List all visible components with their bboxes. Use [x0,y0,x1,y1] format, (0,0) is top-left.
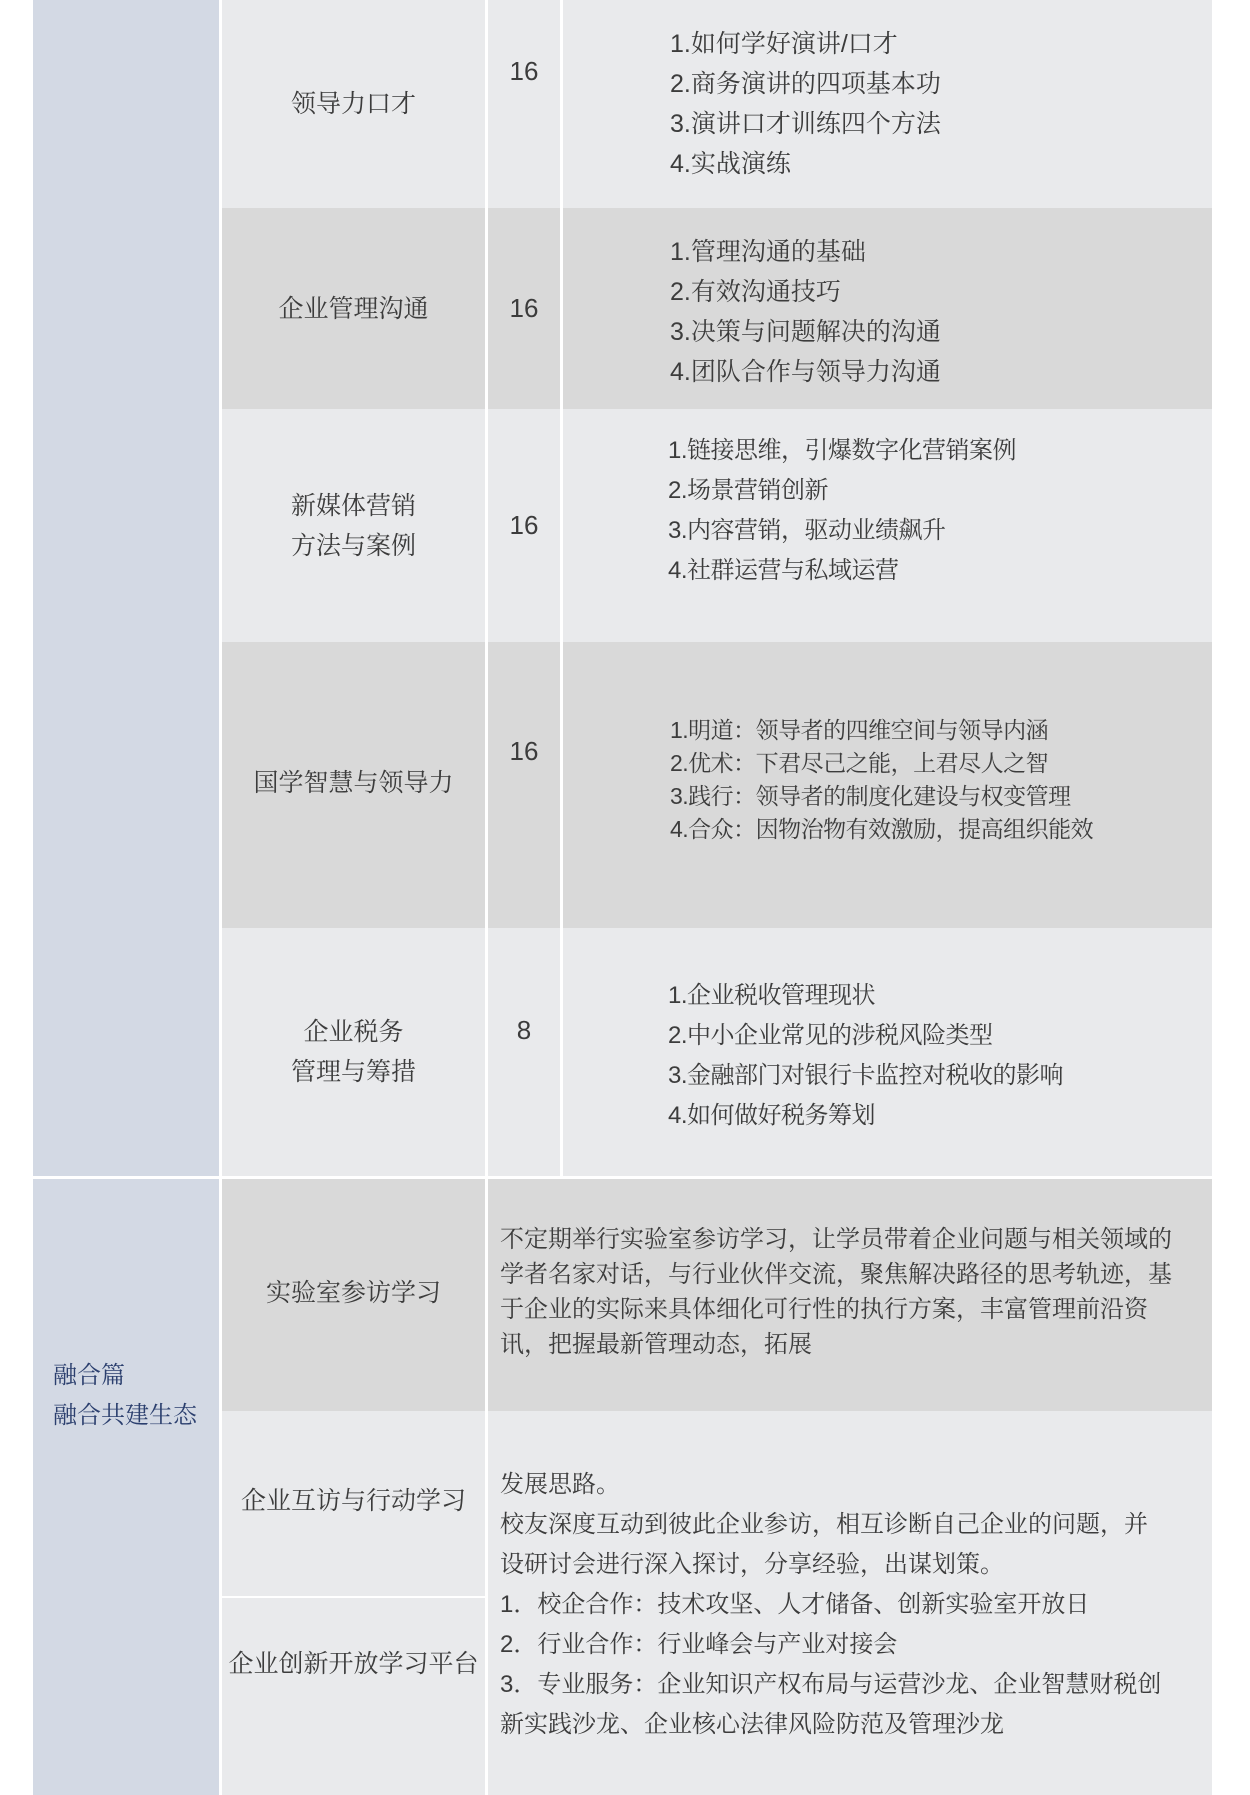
topic-list [668,431,1016,591]
desc-line: 设研讨会进行深入探讨，分享经验，出谋划策。 [500,1551,1004,1578]
hours-cell [486,0,562,142]
hours-cell [486,409,562,642]
activity-name: 实验室参访学习 [265,1279,441,1307]
topics-cell [562,642,1212,928]
activity-name-cell [221,1411,486,1597]
topic-item: 4.如何做好税务筹划 [668,1102,876,1129]
course-name: 企业管理沟通 [278,294,429,323]
column-divider [485,0,488,1795]
topic-item: 2.优术：下君尽己之能，上君尽人之智 [670,750,1049,776]
course-name-cell [221,928,486,1176]
activity-description [500,1222,1172,1362]
course-hours: 8 [516,1014,532,1045]
category-cell-section2 [33,1179,221,1795]
column-divider [560,0,563,1176]
hours-cell-filler [486,1132,562,1176]
desc-line: 学者名家对话，与行业伙伴交流，聚焦解决路径的思考轨迹，基 [500,1261,1172,1288]
course-name-line: 新媒体营销 [290,491,416,520]
topic-item: 1.明道：领导者的四维空间与领导内涵 [670,717,1049,743]
topics-cell [562,928,1212,1176]
topic-item: 1.企业税收管理现状 [668,982,876,1009]
course-name-line: 企业税务 [303,1018,404,1046]
topics-cell [562,409,1212,642]
row-divider [221,1596,486,1598]
hours-cell-filler [486,860,562,928]
course-hours: 16 [509,55,539,86]
topic-item: 4.社群运营与私域运营 [668,557,899,584]
category-title: 融合篇 [53,1362,125,1389]
topic-item: 3.金融部门对银行卡监控对税收的影响 [668,1062,1064,1089]
course-name-line: 方法与案例 [290,531,416,560]
course-name-cell [221,642,486,928]
topic-item: 4.合众：因物治物有效激励，提高组织能效 [670,816,1094,842]
topic-list [670,714,1093,846]
desc-line: 新实践沙龙、企业核心法律风险防范及管理沙龙 [500,1711,1004,1738]
activity-name: 企业互访与行动学习 [240,1487,466,1515]
topic-item: 2.有效沟通技巧 [670,278,841,306]
course-name: 国学智慧与领导力 [253,769,454,797]
desc-line: 于企业的实际来具体细化可行性的执行方案，丰富管理前沿资 [500,1296,1148,1323]
section-divider [33,1176,1212,1179]
topic-list [670,232,941,392]
course-hours: 16 [509,293,539,323]
activity-name-cell [221,1597,486,1795]
category-label [53,1356,197,1436]
hours-cell [486,928,562,1132]
course-hours: 16 [509,510,539,540]
topic-item: 3.践行：领导者的制度化建设与权变管理 [670,783,1071,809]
desc-line: 3．专业服务：企业知识产权布局与运营沙龙、企业智慧财税创 [500,1671,1162,1698]
topic-item: 2.场景营销创新 [668,477,829,504]
topics-cell [562,0,1212,208]
activity-name-cell [221,1179,486,1411]
topic-item: 2.中小企业常见的涉税风险类型 [668,1022,993,1049]
topic-item: 4.团队合作与领导力沟通 [670,358,941,386]
hours-cell-filler [486,142,562,208]
topic-item: 1.如何学好演讲/口才 [670,30,898,58]
activity-desc-cell [486,1411,1212,1795]
course-name-cell [221,0,486,208]
column-divider [219,0,222,1795]
desc-line: 讯，把握最新管理动态，拓展 [500,1331,812,1358]
hours-cell [486,208,562,409]
course-name-cell [221,208,486,409]
topics-cell [562,208,1212,409]
topic-item: 3.决策与问题解决的沟通 [670,318,941,346]
hours-cell [486,642,562,860]
topic-list [668,976,1063,1136]
topic-item: 1.管理沟通的基础 [670,238,866,266]
desc-line: 2．行业合作：行业峰会与产业对接会 [500,1631,898,1658]
desc-line: 校友深度互动到彼此企业参访，相互诊断自己企业的问题，并 [500,1511,1148,1538]
topic-item: 2.商务演讲的四项基本功 [670,70,941,98]
topic-item: 4.实战演练 [670,150,791,178]
desc-line: 1．校企合作：技术攻坚、人才储备、创新实验室开放日 [500,1591,1090,1618]
course-name: 领导力口才 [290,90,416,118]
activity-name: 企业创新开放学习平台 [228,1649,479,1678]
desc-line: 不定期举行实验室参访学习，让学员带着企业问题与相关领域的 [500,1226,1172,1253]
desc-line: 发展思路。 [500,1471,620,1498]
course-hours: 16 [509,735,539,766]
activity-desc-cell [486,1179,1212,1411]
category-subtitle: 融合共建生态 [53,1402,197,1429]
activity-description [500,1465,1161,1745]
topic-item: 3.演讲口才训练四个方法 [670,110,941,138]
topic-item: 1.链接思维，引爆数字化营销案例 [668,437,1017,464]
course-name-cell [221,409,486,642]
topic-list [670,24,941,184]
category-cell-section1 [33,0,221,1176]
course-name-line: 管理与筹措 [290,1058,416,1086]
topic-item: 3.内容营销，驱动业绩飙升 [668,517,946,544]
